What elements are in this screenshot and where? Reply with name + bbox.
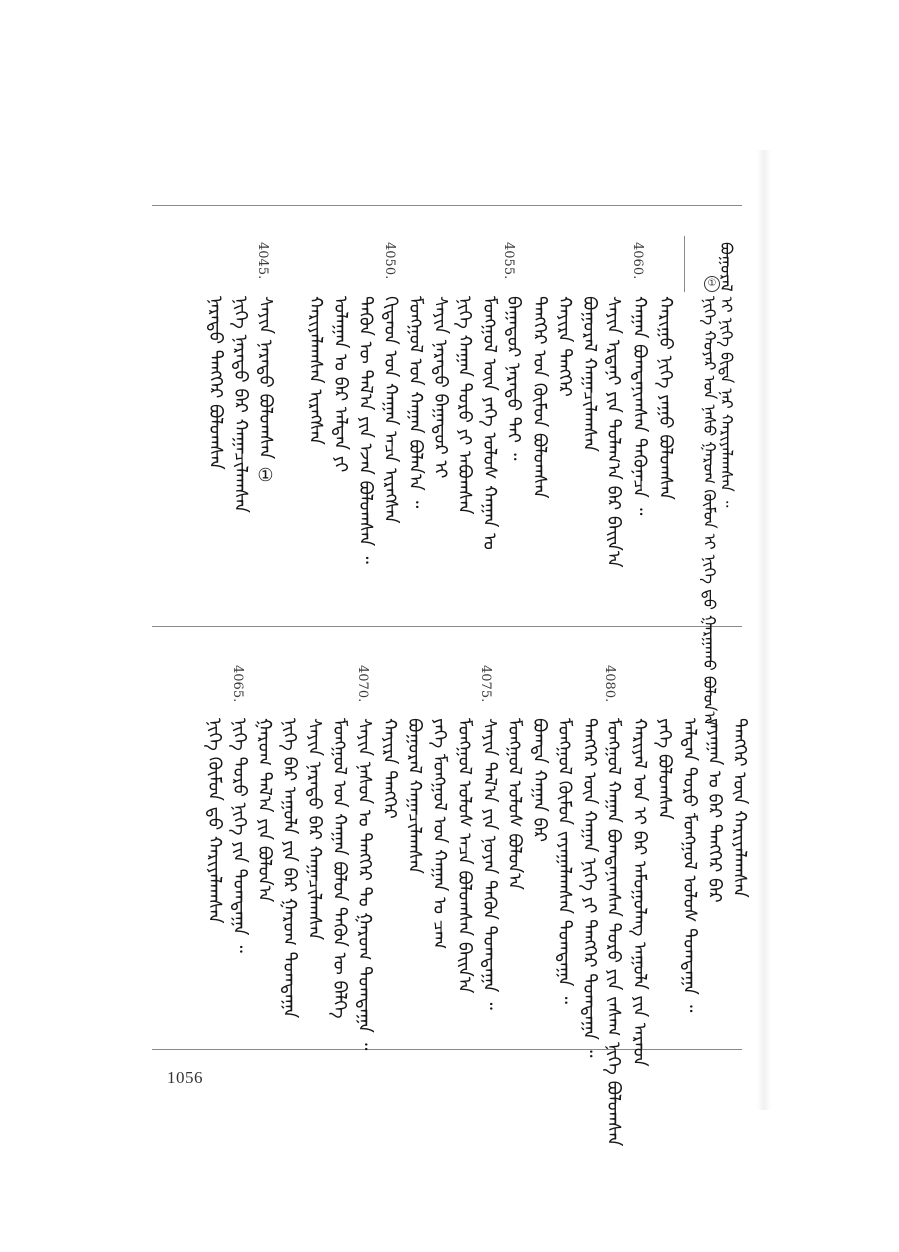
verse-line: ᠨᠢᠭᠡ ᠬᠠᠭᠠᠨ ᠲᠣᠷᠣ ᠶᠢ ᠠᠪᠤᠭᠰᠠᠨ: [454, 296, 475, 515]
verse-line: ᠬᠠᠭᠠᠨ ᠪᠣᠭᠳᠠᠨᠢᠭᠰᠠᠨ ᠲᠡᠭᠦᠨᠡᠴᠡ ᠃: [629, 296, 650, 516]
verse-line: ᠠᠯᠲᠠᠨ ᠲᠣᠷᠣ ᠮᠣᠩᠭᠣᠯ ᠤᠯᠤᠰ ᠲᠣᠭᠲᠠᠭᠠ ᠃: [679, 718, 700, 1013]
verse-line: ᠲᠡᠩᠭᠡᠷ ᠦᠨ ᠬᠠᠷᠢᠶᠠᠯᠠᠭᠰᠠᠨ: [729, 718, 750, 898]
verse-line: ᠬᠠᠷᠢᠶᠠᠯ ᠤᠨ ᠢ ᠪᠡᠷ ᠠᠮᠤᠭᠤᠯᠠᠩ ᠠᠭᠤᠯᠠ ᠶᠢᠨ ᠠᠷᠠᠳ: [629, 718, 650, 1067]
verse-line: ᠲᠡᠩᠭᠡᠷ ᠤᠨ ᠬᠦᠮᠦᠨ ᠪᠣᠯᠤᠭᠰᠠᠨ: [529, 296, 550, 499]
verse-line: ᠮᠣᠩᠭᠣᠯ ᠤᠯᠤᠰ ᠪᠣᠯᠤᠨ᠎ᠠ: [504, 718, 525, 890]
verse-line: ᠬᠠᠷᠢᠶᠠᠯᠠᠭᠰᠠᠨ ᠢᠷᠡᠭᠰᠡᠨ: [305, 296, 326, 445]
line-number: 4050.: [382, 242, 397, 280]
verse-line: ᠪᠣᠭᠣᠷᠠᠯ ᠬᠠᠭᠠᠴᠢᠯᠠᠭᠰᠠᠨ: [579, 296, 600, 452]
verse-line: ᠬᠠᠶᠢᠷᠠ ᠲᠡᠩᠭᠡᠷ: [379, 718, 400, 819]
verse-line: ᠶᠡᠬᠡ ᠮᠣᠩᠭᠣᠯ ᠤᠨ ᠬᠠᠭᠠᠨ ᠤ ᠴᠠᠭ: [429, 718, 450, 950]
verse-line: ᠤᠯᠠᠭᠠᠨ ᠤ ᠪᠠᠷ ᠠᠯᠲᠠᠨ ᠶᠢ: [330, 296, 351, 473]
verse-line: ᠮᠣᠩᠭᠣᠯ ᠦᠨ ᠶᠡᠬᠡ ᠤᠯᠤᠰ ᠬᠠᠭᠠᠨ ᠤ: [479, 296, 500, 550]
verse-line: ᠰᠠᠶᠢᠨ ᠨᠡᠷᠡᠲᠦ ᠪᠠᠭᠠᠲᠤᠷ ᠢ: [430, 296, 451, 479]
verse-line: ᠨᠢᠭᠡ ᠪᠠᠷ ᠠᠭᠤᠯᠠ ᠶᠢᠨ ᠪᠠᠷ ᠭᠠᠷᠤᠭ ᠲᠣᠭᠲᠠᠭᠠ: [279, 718, 300, 1019]
footnote-rule: [684, 236, 685, 292]
verse-line: ᠲᠡᠭᠦᠨ ᠦ ᠲᠠᠯ᠎ᠠ ᠶᠢᠨ ᠡᠵᠡᠨ ᠪᠣᠯᠤᠭᠰᠠᠨ ᠃: [355, 296, 376, 564]
footnote-line: ᠨᠢᠭᠡ ᠬᠣᠶᠠᠷ ᠤᠨ ᠨᠠᠰᠤ ᠭᠠᠷᠤᠭ ᠬᠦᠮᠦᠨ ᠢ ᠨᠢᠭᠡ ᠳ᠋ᠤ ᠭᠠᠷᠭᠠᠬᠤ ᠪᠣᠯᠤᠨ᠎ᠠ: [700, 296, 719, 727]
verse-line: ᠰᠠᠶᠢᠨ ᠲᠠᠯ᠎ᠠ ᠶᠢᠨ ᠨᠣᠶᠠᠨ ᠲᠡᠭᠦᠨ ᠲᠣᠭᠲᠠᠭᠠ ᠃: [479, 718, 500, 1010]
verse-line: ᠪᠣᠭᠳᠠ ᠬᠠᠭᠠᠨ ᠪᠠᠷ: [529, 718, 550, 843]
verse-line: ᠰᠠᠶᠢᠨ ᠨᠡᠷᠡᠲᠦ ᠪᠣᠯᠣᠭᠰᠠᠨ ①: [255, 296, 276, 486]
verse-line: ᠨᠢᠭᠡ ᠲᠣᠷᠣ ᠨᠢᠭᠡ ᠶᠢᠨ ᠲᠣᠭᠲᠠᠭᠠ ᠃: [229, 718, 250, 953]
line-number: 4065.: [230, 665, 245, 703]
page-edge-shadow: [757, 150, 771, 1110]
line-number: 4055.: [501, 242, 516, 280]
verse-line: ᠲᠡᠩᠭᠡᠷ ᠦᠨ ᠬᠠᠭᠠᠨ ᠨᠢᠭᠡ ᠶᠢ ᠲᠡᠩᠭᠡᠷ ᠲᠣᠭᠲᠠᠭᠠ ᠃: [579, 718, 600, 1058]
footnote-line: ᠪᠣᠭᠣᠷᠠᠯ ᠢ ᠨᠢᠭᠡ ᠪᠢᠳᠡ ᠨᠠᠷ ᠬᠠᠷᠢᠶᠠᠯᠠᠭᠰᠠᠨ ᠃: [717, 242, 736, 508]
line-number: 4075.: [478, 665, 493, 703]
verse-line: ᠮᠣᠩᠭᠣᠯ ᠤᠯᠤᠰ ᠠᠴᠠ ᠪᠣᠯᠤᠭᠰᠠᠨ ᠪᠠᠢᠨ᠎ᠠ: [454, 718, 475, 994]
verse-line: ᠰᠠᠶᠢᠨ ᠡᠷᠳᠡᠨᠢ ᠶᠢᠨ ᠲᠤᠯᠠᠭ᠎ᠠ ᠪᠠᠷ ᠪᠠᠢᠨ᠎ᠠ: [603, 296, 624, 568]
verse-line: ᠨᠡᠷᠡᠲᠦ ᠲᠡᠩᠭᠡᠷ ᠪᠣᠯᠤᠭᠰᠠᠨ: [205, 296, 226, 470]
verse-line: ᠬᠠᠶᠢᠷᠠ ᠲᠡᠩᠭᠡᠷ: [554, 296, 575, 397]
verse-line: ᠭᠠᠷᠤᠭ ᠲᠠᠯ᠎ᠠ ᠶᠢᠨ ᠪᠣᠯᠤᠨ᠎ᠠ: [254, 718, 275, 903]
verse-line: ᠰᠠᠶᠢᠨ ᠨᠡᠷᠡᠲᠦ ᠪᠠᠷ ᠬᠠᠭᠠᠴᠢᠯᠠᠭᠰᠠᠨ: [304, 718, 325, 941]
verse-line: ᠬᠠᠷᠢᠭᠤ ᠨᠢᠭᠡ ᠶᠠᠭᠤ ᠪᠣᠯᠤᠭᠰᠠᠨ: [655, 296, 676, 500]
footer-rule: [152, 1049, 742, 1050]
line-number: 4045.: [255, 242, 270, 280]
verse-line: ᠰᠠᠶᠢᠨ ᠨᠠᠰᠤᠨ ᠤ ᠲᠡᠩᠭᠡᠷ ᠲᠤ ᠭᠠᠷᠤᠭ ᠲᠣᠭᠲᠠᠭᠠ ᠃: [354, 718, 375, 1051]
verse-line: ᠬᠢᠲᠠᠳ ᠤᠨ ᠬᠠᠭᠠᠨ ᠠᠴᠠ ᠢᠷᠡᠭᠰᠡᠨ: [380, 296, 401, 524]
verse-line: ᠨᠢᠭᠡ ᠨᠡᠷᠡᠲᠦ ᠪᠠᠷ ᠬᠠᠭᠠᠴᠢᠯᠠᠭᠰᠠᠨ: [230, 296, 251, 513]
verse-line: ᠮᠣᠩᠭᠣᠯ ᠬᠠᠭᠠᠨ ᠪᠣᠭᠳᠠᠨᠢᠭᠰᠠᠨ ᠲᠣᠷᠣ ᠶᠢᠨ ᠵᠠᠰᠠᠭ ᠨᠢᠭᠡ ᠪᠣᠯᠤᠭᠰᠠᠨ: [603, 718, 624, 1147]
verse-line: ᠨᠢᠭᠡ ᠬᠦᠮᠦᠨ ᠳ᠋ᠤ ᠬᠠᠷᠢᠶᠠᠯᠠᠭᠰᠠᠨ: [204, 718, 225, 924]
footnote-marker: ①: [704, 276, 720, 292]
page-number: 1056: [167, 1068, 203, 1087]
verse-line: ᠪᠠᠭᠠᠲᠤᠷ ᠨᠡᠷᠡᠲᠦ ᠲᠠᠢ ᠃: [503, 296, 524, 461]
verse-line: ᠮᠣᠩᠭᠣᠯ ᠤᠨ ᠬᠠᠭᠠᠨ ᠪᠣᠯᠤᠨ ᠲᠡᠭᠦᠨ ᠦ ᠪᠡᠯᠭᠡ: [329, 718, 350, 1019]
line-number: 4060.: [630, 242, 645, 280]
verse-line: ᠮᠣᠩᠭᠣᠯ ᠬᠦᠮᠦᠨ ᠵᠠᠶᠠᠭᠠᠯᠠᠭᠰᠠᠨ ᠲᠣᠭᠲᠠᠭᠠ ᠃: [554, 718, 575, 1005]
verse-line: ᠵᠠᠶᠠᠭᠠᠨ ᠤ ᠪᠡᠷ ᠲᠡᠩᠭᠡᠷ ᠪᠡᠷ: [704, 718, 725, 903]
verse-line: ᠪᠣᠭᠣᠷᠠᠯ ᠬᠠᠭᠠᠴᠢᠯᠠᠭᠰᠠᠨ: [404, 718, 425, 874]
header-rule: [152, 205, 742, 206]
verse-line: ᠶᠡᠬᠡ ᠪᠣᠯᠤᠭᠰᠠᠨ: [654, 718, 675, 820]
verse-line: ᠮᠣᠩᠭᠣᠯ ᠤᠨ ᠬᠠᠭᠠᠨ ᠪᠣᠯᠠᠨ᠎ᠠ ᠃: [405, 296, 426, 509]
section-divider-rule: [152, 626, 742, 627]
line-number: 4080.: [602, 665, 617, 703]
line-number: 4070.: [355, 665, 370, 703]
